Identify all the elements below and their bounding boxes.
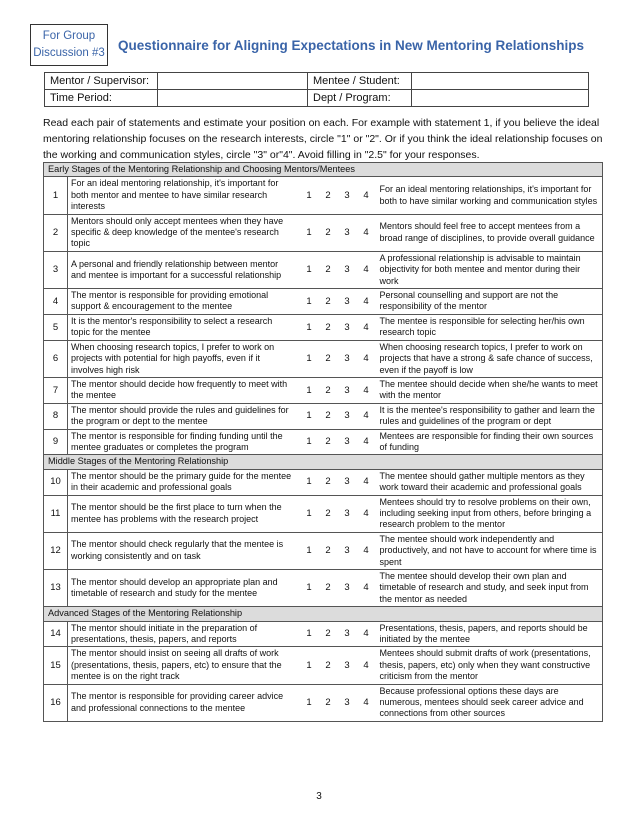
mentor-statement: For an ideal mentoring relationship, it's important for both mentor and mentee to have similar research interests	[68, 177, 297, 214]
badge-line-2: Discussion #3	[33, 47, 105, 59]
question-number: 2	[44, 214, 68, 251]
question-row	[44, 469, 603, 495]
rating-option-4[interactable]: 4	[363, 264, 369, 276]
rating-option-3[interactable]: 3	[344, 295, 350, 307]
mentor-statement: The mentor should provide the rules and guidelines for the program or dept to the mentee	[68, 403, 297, 429]
mentee-statement: When choosing research topics, I prefer to work on projects that have a strong & safe chance of success, even if the payoff is low	[377, 340, 603, 377]
instructions: Read each pair of statements and estimate your position on each. For example with statement 1, if you believe the ideal mentoring relationship focuses on the research interests, circle "1" or "2". Or if you think the ideal relationship focuses on the working and communication styles, circle "3" or"4". Avoid filling in "2.5" for your responses.	[43, 117, 603, 161]
rating-option-1[interactable]: 1	[306, 227, 312, 239]
rating-option-2[interactable]: 2	[325, 436, 331, 448]
rating-option-1[interactable]: 1	[306, 264, 312, 276]
rating-scale	[297, 621, 377, 647]
question-row	[44, 340, 603, 377]
rating-scale	[297, 647, 377, 684]
question-number: 7	[44, 377, 68, 403]
question-number: 3	[44, 251, 68, 288]
mentor-statement: The mentor is responsible for finding funding until the mentee graduates or completes the program	[68, 429, 297, 455]
rating-option-4[interactable]: 4	[363, 697, 369, 709]
question-row	[44, 403, 603, 429]
page-number: 3	[316, 791, 322, 802]
mentor-statement: The mentor should decide how frequently to meet with the mentee	[68, 377, 297, 403]
rating-option-3[interactable]: 3	[344, 507, 350, 519]
rating-option-3[interactable]: 3	[344, 582, 350, 594]
mentee-statement: It is the mentee's responsibility to gather and learn the rules and guidelines of the program or dept	[377, 403, 603, 429]
rating-option-1[interactable]: 1	[306, 545, 312, 557]
rating-option-4[interactable]: 4	[363, 545, 369, 557]
question-number: 5	[44, 314, 68, 340]
rating-scale	[297, 214, 377, 251]
mentee-statement: Mentors should feel free to accept mentees from a broad range of disciplines, to provide overall guidance	[377, 214, 603, 251]
period-field[interactable]	[158, 90, 308, 107]
rating-scale	[297, 495, 377, 532]
question-number: 12	[44, 532, 68, 569]
rating-scale	[297, 429, 377, 455]
rating-option-3[interactable]: 3	[344, 189, 350, 201]
rating-option-3[interactable]: 3	[344, 227, 350, 239]
mentor-statement: It is the mentor's responsibility to select a research topic for the mentee	[68, 314, 297, 340]
rating-scale	[297, 377, 377, 403]
rating-option-4[interactable]: 4	[363, 384, 369, 396]
rating-option-1[interactable]: 1	[306, 321, 312, 333]
rating-scale	[297, 684, 377, 721]
mentor-statement: The mentor should initiate in the preparation of presentations, thesis, papers, and reports	[68, 621, 297, 647]
question-row	[44, 570, 603, 607]
rating-scale	[297, 314, 377, 340]
rating-option-4[interactable]: 4	[363, 628, 369, 640]
mentor-statement: The mentor should be the primary guide for the mentee in their academic and professional goals	[68, 469, 297, 495]
rating-option-1[interactable]: 1	[306, 295, 312, 307]
rating-option-2[interactable]: 2	[325, 227, 331, 239]
mentor-statement: The mentor should check regularly that the mentee is working consistently and on task	[68, 532, 297, 569]
mentee-label: Mentee / Student:	[308, 73, 412, 90]
rating-option-3[interactable]: 3	[344, 545, 350, 557]
rating-option-1[interactable]: 1	[306, 436, 312, 448]
question-number: 11	[44, 495, 68, 532]
dept-field[interactable]	[412, 90, 589, 107]
question-number: 4	[44, 289, 68, 315]
rating-option-2[interactable]: 2	[325, 410, 331, 422]
rating-option-1[interactable]: 1	[306, 189, 312, 201]
rating-option-4[interactable]: 4	[363, 476, 369, 488]
rating-option-3[interactable]: 3	[344, 353, 350, 365]
mentee-statement: For an ideal mentoring relationships, it's important for both to have similar working and communication styles	[377, 177, 603, 214]
question-number: 15	[44, 647, 68, 684]
question-row	[44, 177, 603, 214]
rating-option-2[interactable]: 2	[325, 353, 331, 365]
period-label: Time Period:	[45, 90, 158, 107]
rating-option-3[interactable]: 3	[344, 321, 350, 333]
question-number: 1	[44, 177, 68, 214]
rating-option-1[interactable]: 1	[306, 507, 312, 519]
rating-scale	[297, 469, 377, 495]
rating-option-2[interactable]: 2	[325, 321, 331, 333]
mentee-statement: Mentees should try to resolve problems on their own, including seeking input from others, before bringing a research problem to the mentor	[377, 495, 603, 532]
rating-scale	[297, 177, 377, 214]
question-row	[44, 429, 603, 455]
rating-option-2[interactable]: 2	[325, 507, 331, 519]
section-title: Middle Stages of the Mentoring Relationship	[44, 455, 603, 469]
rating-scale	[297, 532, 377, 569]
rating-option-4[interactable]: 4	[363, 295, 369, 307]
question-number: 16	[44, 684, 68, 721]
rating-option-3[interactable]: 3	[344, 436, 350, 448]
mentor-field[interactable]	[158, 73, 308, 90]
mentor-statement: The mentor should be the first place to turn when the mentee has problems with the research project	[68, 495, 297, 532]
mentor-statement: The mentor is responsible for providing career advice and professional connections to the mentee	[68, 684, 297, 721]
question-row	[44, 377, 603, 403]
rating-option-2[interactable]: 2	[325, 582, 331, 594]
rating-option-2[interactable]: 2	[325, 697, 331, 709]
rating-option-4[interactable]: 4	[363, 227, 369, 239]
mentee-statement: Presentations, thesis, papers, and reports should be initiated by the mentee	[377, 621, 603, 647]
rating-option-3[interactable]: 3	[344, 697, 350, 709]
mentee-field[interactable]	[412, 73, 589, 90]
mentor-statement: When choosing research topics, I prefer to work on projects with potential for high payoffs, even if it involves high risk	[68, 340, 297, 377]
mentor-statement: A personal and friendly relationship between mentor and mentee is important for a successful relationship	[68, 251, 297, 288]
mentor-statement: The mentor should develop an appropriate plan and timetable of research and study for the mentee	[68, 570, 297, 607]
questionnaire-table	[43, 162, 603, 722]
rating-scale	[297, 289, 377, 315]
mentee-statement: The mentee should work independently and productively, and not have to account for where time is spent	[377, 532, 603, 569]
mentee-statement: The mentee should decide when she/he wants to meet with the mentor	[377, 377, 603, 403]
rating-option-4[interactable]: 4	[363, 659, 369, 671]
section-header	[44, 163, 603, 177]
rating-option-1[interactable]: 1	[306, 697, 312, 709]
rating-option-1[interactable]: 1	[306, 384, 312, 396]
section-title: Advanced Stages of the Mentoring Relationship	[44, 607, 603, 621]
rating-option-3[interactable]: 3	[344, 384, 350, 396]
question-row	[44, 684, 603, 721]
mentor-statement: The mentor is responsible for providing emotional support & encouragement to the mentee	[68, 289, 297, 315]
rating-option-4[interactable]: 4	[363, 582, 369, 594]
badge-line-1: For Group	[42, 30, 96, 42]
group-discussion-badge	[30, 24, 108, 66]
rating-option-4[interactable]: 4	[363, 189, 369, 201]
question-number: 6	[44, 340, 68, 377]
question-number: 14	[44, 621, 68, 647]
rating-option-2[interactable]: 2	[325, 545, 331, 557]
dept-label: Dept / Program:	[308, 90, 412, 107]
mentee-statement: The mentee should develop their own plan and timetable of research and study, and seek input from the mentor as needed	[377, 570, 603, 607]
rating-option-4[interactable]: 4	[363, 321, 369, 333]
question-number: 8	[44, 403, 68, 429]
mentor-statement: Mentors should only accept mentees when they have specific & deep knowledge of the mentee's research topic	[68, 214, 297, 251]
rating-option-1[interactable]: 1	[306, 410, 312, 422]
question-number: 13	[44, 570, 68, 607]
rating-scale	[297, 340, 377, 377]
rating-option-1[interactable]: 1	[306, 476, 312, 488]
mentee-statement: A professional relationship is advisable to maintain objectivity for both mentee and mentor during their work	[377, 251, 603, 288]
mentee-statement: The mentee is responsible for selecting her/his own research topic	[377, 314, 603, 340]
mentee-statement: Because professional options these days are numerous, mentees should seek career advice and connections from other sources	[377, 684, 603, 721]
rating-option-3[interactable]: 3	[344, 264, 350, 276]
rating-scale	[297, 403, 377, 429]
mentee-statement: Mentees are responsible for finding their own sources of funding	[377, 429, 603, 455]
section-title: Early Stages of the Mentoring Relationship and Choosing Mentors/Mentees	[44, 163, 603, 177]
rating-scale	[297, 251, 377, 288]
rating-option-4[interactable]: 4	[363, 507, 369, 519]
rating-option-4[interactable]: 4	[363, 436, 369, 448]
mentee-statement: The mentee should gather multiple mentors as they work toward their academic and professional goals	[377, 469, 603, 495]
question-number: 10	[44, 469, 68, 495]
mentor-label: Mentor / Supervisor:	[45, 73, 158, 90]
section-header	[44, 455, 603, 469]
question-row	[44, 251, 603, 288]
rating-option-2[interactable]: 2	[325, 476, 331, 488]
rating-option-2[interactable]: 2	[325, 189, 331, 201]
rating-option-1[interactable]: 1	[306, 628, 312, 640]
rating-option-2[interactable]: 2	[325, 295, 331, 307]
rating-option-3[interactable]: 3	[344, 476, 350, 488]
rating-option-2[interactable]: 2	[325, 384, 331, 396]
question-number: 9	[44, 429, 68, 455]
rating-option-2[interactable]: 2	[325, 628, 331, 640]
rating-scale	[297, 570, 377, 607]
question-row	[44, 647, 603, 684]
rating-option-3[interactable]: 3	[344, 659, 350, 671]
rating-option-1[interactable]: 1	[306, 582, 312, 594]
rating-option-1[interactable]: 1	[306, 659, 312, 671]
section-header	[44, 607, 603, 621]
question-row	[44, 621, 603, 647]
rating-option-4[interactable]: 4	[363, 410, 369, 422]
mentor-statement: The mentor should insist on seeing all drafts of work (presentations, thesis, papers, etc) to ensure that the mentee is on the right track	[68, 647, 297, 684]
question-row	[44, 314, 603, 340]
rating-option-1[interactable]: 1	[306, 353, 312, 365]
rating-option-2[interactable]: 2	[325, 659, 331, 671]
mentee-statement: Mentees should submit drafts of work (presentations, thesis, papers, etc) only when they want constructive criticism from the mentor	[377, 647, 603, 684]
question-row	[44, 532, 603, 569]
rating-option-3[interactable]: 3	[344, 628, 350, 640]
mentee-statement: Personal counselling and support are not the responsibility of the mentor	[377, 289, 603, 315]
rating-option-4[interactable]: 4	[363, 353, 369, 365]
info-table	[44, 72, 589, 107]
rating-option-3[interactable]: 3	[344, 410, 350, 422]
rating-option-2[interactable]: 2	[325, 264, 331, 276]
question-row	[44, 214, 603, 251]
question-row	[44, 495, 603, 532]
page-title: Questionnaire for Aligning Expectations in New Mentoring Relationships	[118, 38, 585, 53]
question-row	[44, 289, 603, 315]
